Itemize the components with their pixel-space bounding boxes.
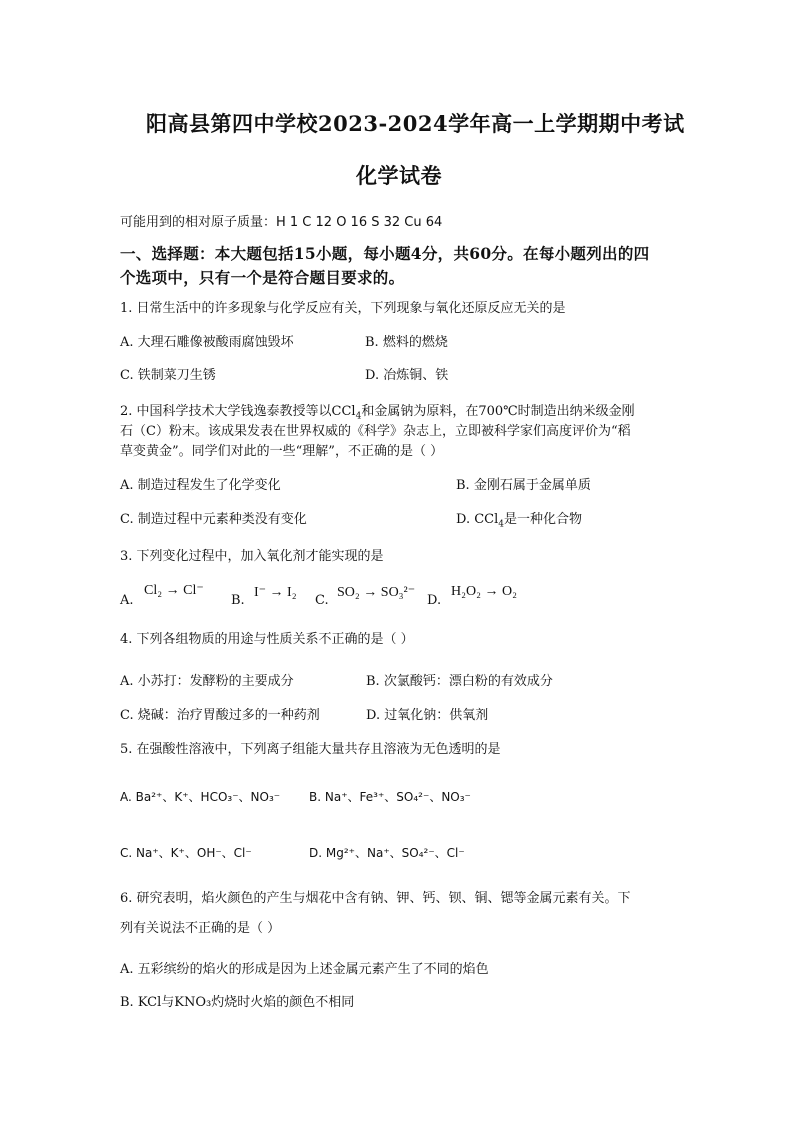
q1-option-d: D. 冶炼铜、铁 <box>365 368 449 383</box>
exam-subtitle: 化学试卷 <box>356 163 442 188</box>
q1-stem: 1. 日常生活中的许多现象与化学反应有关，下列现象与氧化还原反应无关的是 <box>120 301 566 316</box>
section-heading-line2: 个选项中，只有一个是符合题目要求的。 <box>120 268 405 287</box>
q6-option-b: B. KCl与KNO₃灼烧时火焰的颜色不相同 <box>120 995 355 1010</box>
q6-stem-line1: 6. 研究表明，焰火颜色的产生与烟花中含有钠、钾、钙、钡、铜、锶等金属元素有关。下 <box>120 891 631 906</box>
q5-option-a: A. Ba²⁺、K⁺、HCO₃⁻、NO₃⁻ <box>120 790 281 804</box>
section-heading-line1: 一、选择题：本大题包括15小题，每小题4分，共60分。在每小题列出的四 <box>120 244 650 263</box>
q2-stem-line1-text-b: 和金属钠为原料，在700℃时制造出纳米级金刚 <box>361 404 635 419</box>
q1-option-b: B. 燃料的燃烧 <box>365 335 448 350</box>
q3-option-b-formula: I⁻ → I₂ <box>254 585 297 600</box>
q2-option-d-text-a: D. CCl <box>456 512 499 527</box>
q5-stem: 5. 在强酸性溶液中，下列离子组能大量共存且溶液为无色透明的是 <box>120 742 501 757</box>
q2-option-a: A. 制造过程发生了化学变化 <box>120 478 281 493</box>
q1-option-a: A. 大理石雕像被酸雨腐蚀毁坏 <box>120 335 294 350</box>
q6-option-a: A. 五彩缤纷的焰火的形成是因为上述金属元素产生了不同的焰色 <box>120 962 489 977</box>
q4-option-b: B. 次氯酸钙：漂白粉的有效成分 <box>366 674 553 689</box>
q3-option-a-formula: Cl₂ → Cl⁻ <box>144 583 204 598</box>
q3-option-c-label: C. <box>315 593 329 608</box>
q5-option-b: B. Na⁺、Fe³⁺、SO₄²⁻、NO₃⁻ <box>309 790 471 804</box>
q3-option-b-label: B. <box>231 593 245 608</box>
q2-subscript: 4 <box>355 411 362 422</box>
q4-stem: 4. 下列各组物质的用途与性质关系不正确的是（ ） <box>120 632 414 647</box>
exam-title: 阳高县第四中学校2023-2024学年高一上学期期中考试 <box>146 111 685 136</box>
q5-option-d: D. Mg²⁺、Na⁺、SO₄²⁻、Cl⁻ <box>309 846 465 860</box>
q3-option-a-label: A. <box>120 593 134 608</box>
q2-option-d-subscript: 4 <box>498 519 505 530</box>
q4-option-c: C. 烧碱：治疗胃酸过多的一种药剂 <box>120 708 320 723</box>
q3-option-d-label: D. <box>427 593 442 608</box>
q3-option-d-formula: H₂O₂ → O₂ <box>451 584 517 599</box>
q2-stem-line1-text-a: 2. 中国科学技术大学钱逸泰教授等以CCl <box>120 404 356 419</box>
q2-option-d <box>456 508 583 530</box>
q2-stem-line2: 石（C）粉末。该成果发表在世界权威的《科学》杂志上，立即被科学家们高度评价为“稻 <box>120 424 631 439</box>
q1-option-c: C. 铁制菜刀生锈 <box>120 368 216 383</box>
q6-stem-line2: 列有关说法不正确的是（ ） <box>120 921 281 936</box>
q4-option-d: D. 过氧化钠：供氧剂 <box>366 708 489 723</box>
q2-stem-line3: 草变黄金”。同学们对此的一些“理解”，不正确的是（ ） <box>120 444 444 459</box>
q3-option-c-formula: SO₂ → SO₃²⁻ <box>337 585 416 600</box>
q2-option-c: C. 制造过程中元素种类没有变化 <box>120 512 307 527</box>
q4-option-a: A. 小苏打：发酵粉的主要成分 <box>120 674 294 689</box>
q2-stem-line1 <box>120 400 635 422</box>
q2-option-b: B. 金刚石属于金属单质 <box>456 478 591 493</box>
atomic-masses: 可能用到的相对原子质量：H 1 C 12 O 16 S 32 Cu 64 <box>120 215 443 230</box>
q3-stem: 3. 下列变化过程中，加入氧化剂才能实现的是 <box>120 549 384 564</box>
q5-option-c: C. Na⁺、K⁺、OH⁻、Cl⁻ <box>120 846 252 860</box>
q2-option-d-text-b: 是一种化合物 <box>504 512 583 527</box>
